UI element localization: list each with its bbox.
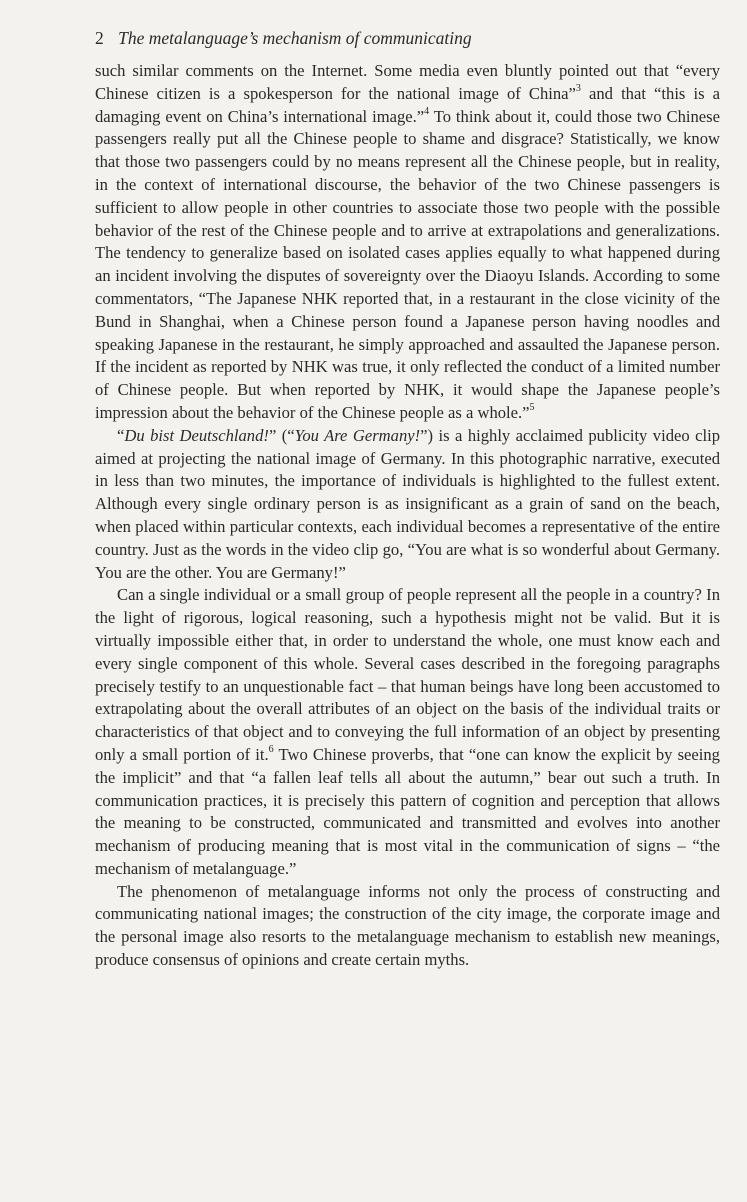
text-run: The phenomenon of metalanguage informs not only the process of constructing and communicating national images; the construction of the city image, the corporate image and the personal image also resorts to the metalanguage mechanism to establish new meanings, produce consensus of opinions and create certain myths. [95,881,720,970]
italic-title: You Are Germany! [294,425,421,445]
footnote-ref: 3 [575,83,581,95]
paragraph [95,881,720,972]
running-header [95,27,472,49]
text-run: ”) is a highly acclaimed publicity video clip aimed at projecting the national image of Germany. In this photographic narrative, executed in less than two minutes, the importance of individuals is highlighted to the fullest extent. Although every single ordinary person is as insignificant as a grain of sand on the beach, when placed within particular contexts, each individual becomes a representative of the entire country. Just as the words in the video clip go, “You are what is so wonderful about Germany. You are the other. You are Germany!” [95,425,720,582]
text-run: Two Chinese proverbs, that “one can know the explicit by seeing the implicit” and that “a fallen leaf tells all about the autumn,” bear out such a truth. In communication practices, it is precisely this pattern of cognition and perception that allows the meaning to be constructed, communicated and transmitted and evolves into another mechanism of producing meaning that is most vital in the communication of signs – “the mechanism of metalanguage.” [95,744,720,878]
running-title: The metalanguage’s mechanism of communicating [118,28,472,48]
text-run: To think about it, could those two Chinese passengers really put all the Chinese people to shame and disgrace? Statistically, we know that those two passengers could by no means represent all the Chinese people, but in reality, in the context of international discourse, the behavior of the two Chinese passengers is sufficient to allow people in other countries to associate those two people with the possible behavior of the rest of the Chinese people and to arrive at extrapolations and generalizations. The tendency to generalize based on isolated cases applies equally to what happened during an incident involving the disputes of sovereignty over the Diaoyu Islands. According to some commentators, “The Japanese NHK reported that, in a restaurant in the close vicinity of the Bund in Shanghai, when a Chinese person found a Japanese person having noodles and speaking Japanese in the restaurant, he simply approached and assaulted the Japanese person. If the incident as reported by NHK was true, it only reflected the conduct of a limited number of Chinese people. But when reported by NHK, it would shape the Japanese people’s impression about the behavior of the Chinese people as a whole.” [95,106,720,422]
body-text [95,60,720,972]
footnote-ref: 4 [424,106,430,118]
paragraph [95,425,720,585]
text-run: Can a single individual or a small group of people represent all the people in a country? In the light of rigorous, logical reasoning, such a hypothesis might not be valid. But it is virtually impossible either that, in order to understand the whole, one must know each and every single component of this whole. Several cases described in the foregoing paragraphs precisely testify to an unquestionable fact – that human beings have long been accustomed to extrapolating about the overall attributes of an object on the basis of the individual traits or characteristics of that object and to conveying the full information of an object by presenting only a small portion of it. [95,585,720,764]
paragraph [95,60,720,425]
text-run: ” (“ [268,425,295,445]
italic-title: Du bist Deutschland! [124,425,269,445]
page-number: 2 [95,28,104,48]
text-run: “ [117,425,125,445]
text-run: and that “this is a damaging event on China’s international image.” [95,83,721,126]
footnote-ref: 5 [529,402,535,414]
text-run: such similar comments on the Internet. Some media even bluntly pointed out that “every Chinese citizen is a spokesperson for the national image of China” [95,61,720,103]
footnote-ref: 6 [268,744,274,756]
paragraph [95,584,720,880]
